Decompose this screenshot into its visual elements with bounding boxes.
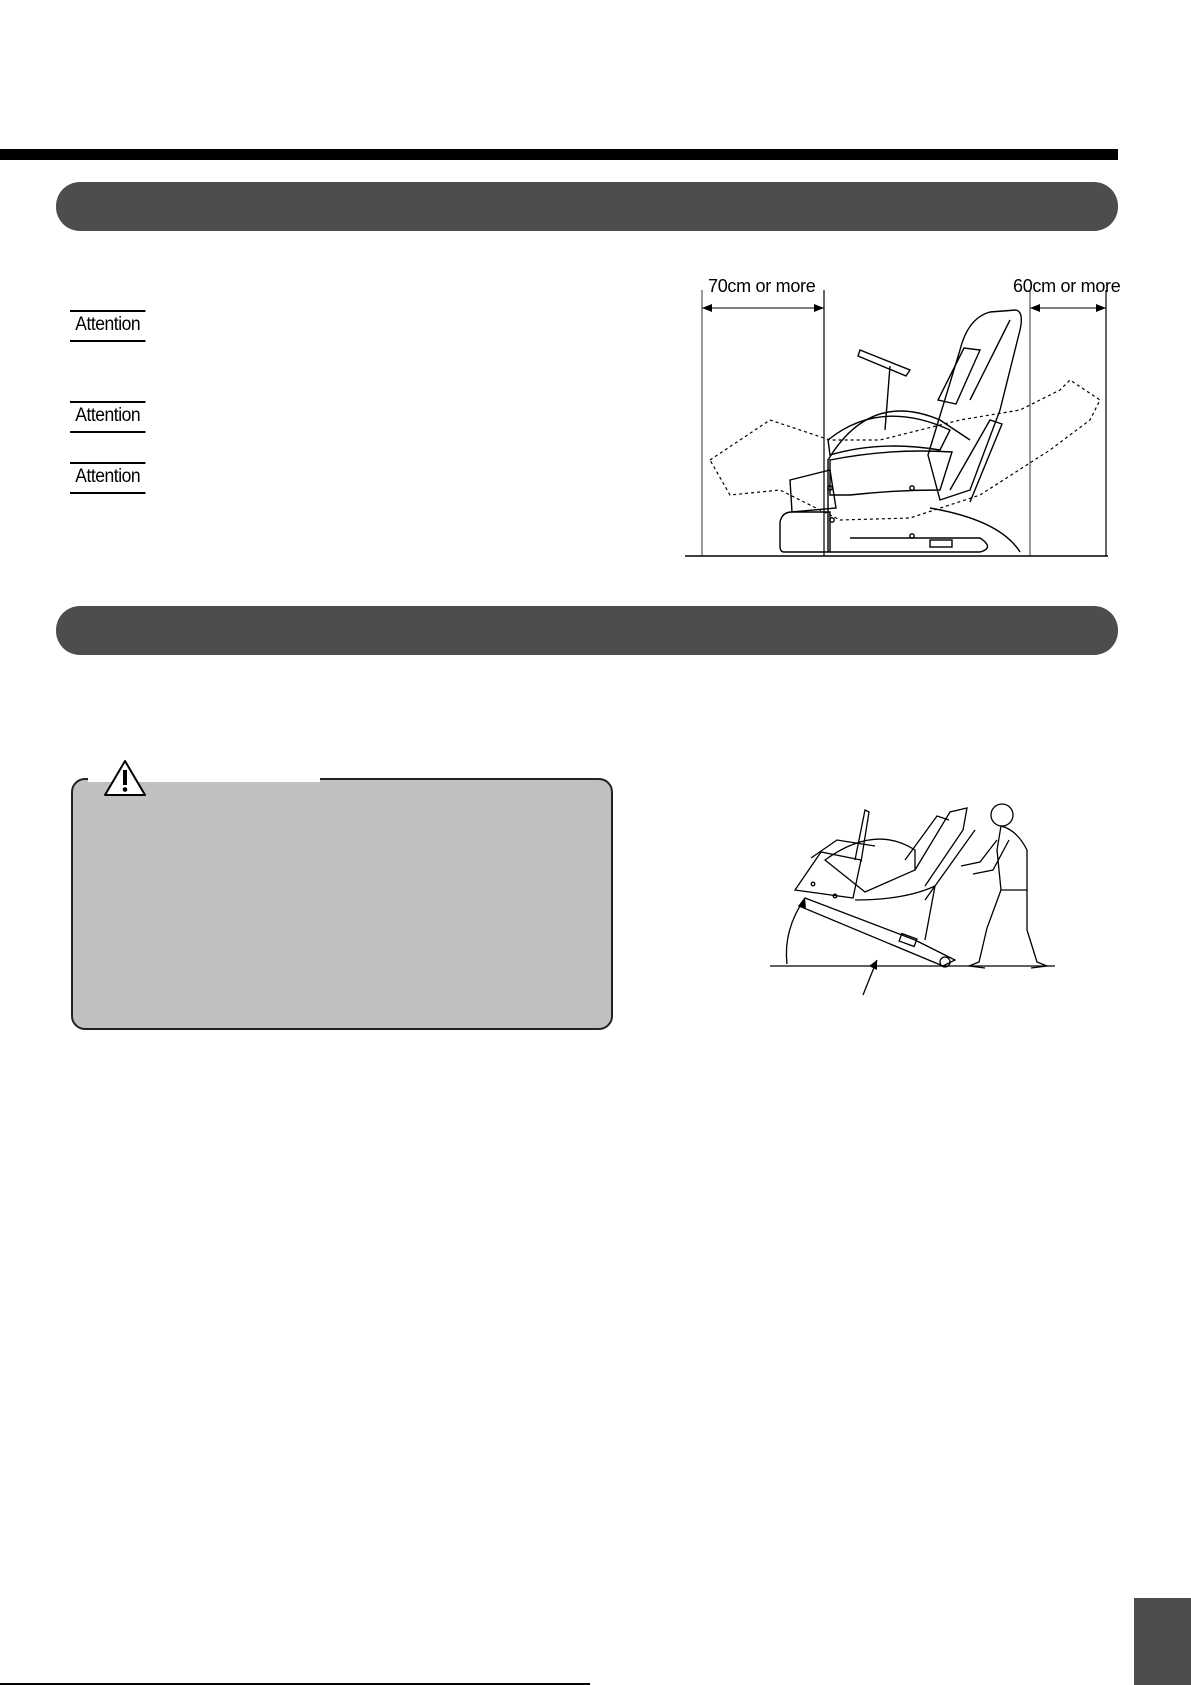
attention-label-3: Attention [70,462,145,494]
warning-triangle-icon [102,758,148,798]
caution-box [71,778,613,1030]
section-header-bar-installation [56,182,1118,231]
attention-label-2: Attention [70,401,145,433]
page-number-tab [1134,1598,1191,1685]
top-rule [0,149,1118,160]
moving-chair-illustration [765,790,1065,1000]
attention-label-1: Attention [70,310,145,342]
clearance-diagram [680,290,1120,560]
front-clearance-label: 70cm or more [708,276,816,296]
rear-clearance-label: 60cm or more [1013,276,1121,296]
section-header-bar-moving [56,606,1118,655]
